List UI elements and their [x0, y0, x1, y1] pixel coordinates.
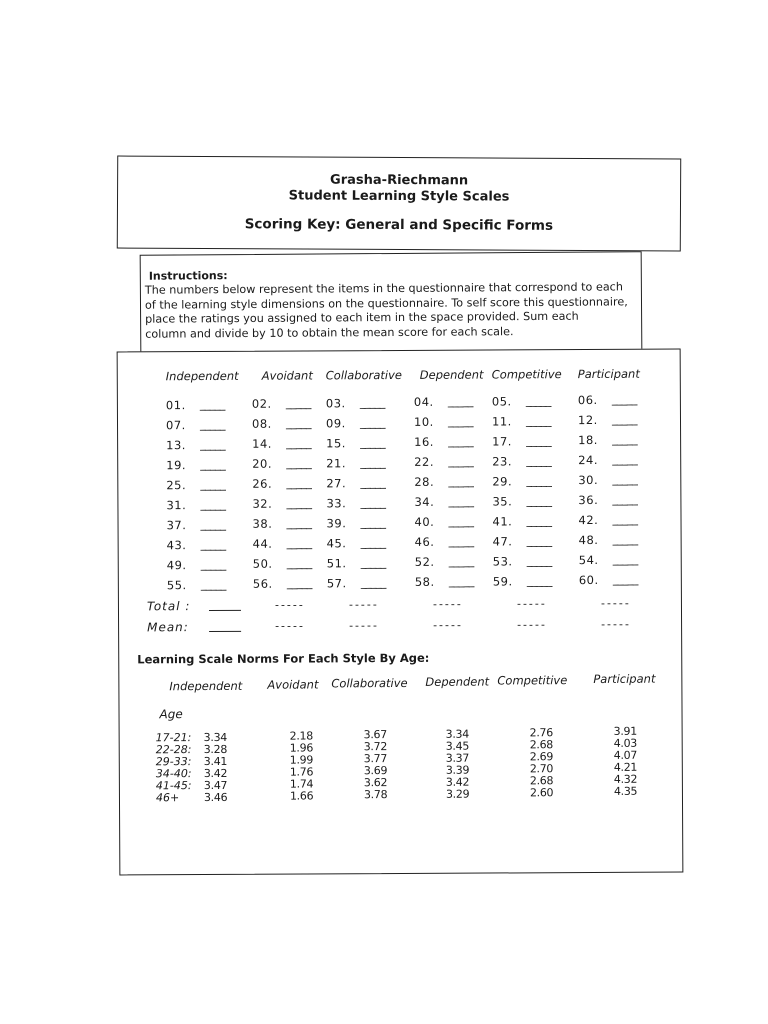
item-score-blank-independent[interactable]: _____ [200, 477, 226, 492]
item-number-competitive: 53. [492, 554, 513, 569]
total-collaborative-dashes: ----- [348, 598, 379, 612]
total-avoidant-dashes: ----- [274, 598, 305, 612]
item-number-collaborative: 57. [326, 576, 347, 591]
norm-value: 1.76 [289, 765, 314, 779]
norm-value: 4.35 [613, 784, 638, 798]
item-score-blank-collaborative[interactable]: _____ [360, 575, 386, 590]
item-number-independent: 07. [165, 418, 186, 433]
item-number-independent: 37. [166, 518, 187, 533]
title-box [117, 156, 681, 252]
item-score-blank-competitive[interactable]: _____ [526, 473, 552, 487]
item-score-blank-dependent[interactable]: _____ [448, 554, 474, 568]
item-score-blank-competitive[interactable]: _____ [526, 433, 552, 447]
item-score-blank-independent[interactable]: _____ [200, 517, 226, 532]
item-score-blank-avoidant[interactable]: _____ [285, 416, 312, 430]
item-score-blank-avoidant[interactable]: _____ [286, 536, 312, 550]
total-dependent-dashes: ----- [432, 597, 463, 611]
item-score-blank-dependent[interactable]: _____ [448, 434, 474, 448]
item-number-collaborative: 03. [325, 396, 346, 411]
item-score-blank-competitive[interactable]: _____ [525, 413, 552, 427]
item-number-independent: 31. [166, 498, 187, 513]
mean-label: Mean: [147, 620, 189, 635]
col-header-participant: Participant [577, 366, 640, 382]
norm-value: 3.69 [363, 764, 388, 778]
item-number-participant: 06. [577, 392, 598, 408]
norm-value: 3.77 [363, 752, 388, 766]
item-number-participant: 12. [577, 412, 598, 428]
item-number-independent: 19. [166, 458, 187, 473]
item-number-avoidant: 14. [252, 437, 272, 452]
item-score-blank-independent[interactable]: _____ [200, 557, 226, 572]
item-number-dependent: 10. [413, 415, 434, 430]
norm-value: 3.34 [445, 727, 469, 741]
norm-value: 4.07 [613, 748, 638, 762]
item-score-blank-participant[interactable]: _____ [612, 492, 638, 506]
item-score-blank-dependent[interactable]: _____ [448, 474, 474, 488]
item-number-collaborative: 21. [326, 456, 347, 471]
item-number-avoidant: 26. [252, 477, 273, 492]
norm-value: 2.68 [529, 737, 554, 752]
item-number-independent: 55. [166, 578, 187, 593]
norm-value: 3.34 [203, 730, 227, 745]
item-number-collaborative: 15. [326, 436, 346, 451]
item-score-blank-collaborative[interactable]: _____ [360, 555, 386, 570]
item-number-collaborative: 51. [326, 556, 347, 571]
item-score-blank-dependent[interactable]: _____ [447, 414, 474, 428]
mean-independent-line [209, 631, 241, 632]
item-number-collaborative: 27. [326, 476, 347, 491]
item-number-competitive: 35. [492, 494, 513, 509]
item-number-competitive: 05. [491, 394, 512, 409]
col-header-avoidant: Avoidant [261, 368, 313, 383]
item-number-avoidant: 38. [252, 517, 273, 532]
item-score-blank-participant[interactable]: _____ [612, 452, 638, 466]
item-score-blank-independent[interactable]: _____ [200, 537, 226, 552]
item-score-blank-participant[interactable]: _____ [611, 392, 637, 406]
item-score-blank-competitive[interactable]: _____ [526, 493, 552, 507]
item-score-blank-avoidant[interactable]: _____ [286, 556, 312, 570]
norm-value: 2.18 [289, 729, 313, 743]
item-score-blank-competitive[interactable]: _____ [526, 513, 552, 527]
item-score-blank-dependent[interactable]: _____ [448, 574, 474, 588]
norm-value: 2.70 [529, 761, 554, 776]
age-label: Age [159, 707, 183, 722]
norm-value: 3.29 [445, 787, 470, 801]
item-number-participant: 54. [578, 552, 599, 568]
item-number-avoidant: 08. [251, 417, 272, 432]
norm-value: 3.67 [363, 728, 387, 742]
norm-value: 3.46 [203, 790, 228, 805]
item-number-competitive: 29. [492, 474, 513, 489]
total-independent-line [209, 610, 241, 611]
item-score-blank-independent[interactable]: _____ [200, 497, 226, 512]
norms-title: Learning Scale Norms For Each Style By Age: [137, 650, 430, 667]
item-score-blank-collaborative[interactable]: _____ [360, 535, 386, 550]
norm-value: 3.41 [203, 754, 228, 769]
item-number-avoidant: 44. [252, 537, 273, 552]
item-score-blank-competitive[interactable]: _____ [526, 553, 552, 567]
norm-value: 1.96 [289, 741, 314, 755]
norms-col-avoidant: Avoidant [267, 677, 319, 692]
item-number-participant: 24. [578, 452, 599, 468]
item-score-blank-avoidant[interactable]: _____ [286, 476, 312, 490]
item-score-blank-participant[interactable]: _____ [611, 412, 638, 426]
norm-value: 2.68 [529, 773, 554, 788]
norm-value: 4.21 [613, 760, 638, 774]
item-score-blank-participant[interactable]: _____ [612, 432, 638, 446]
item-score-blank-collaborative[interactable]: _____ [359, 395, 385, 410]
item-number-avoidant: 32. [252, 497, 273, 512]
item-number-independent: 43. [166, 538, 187, 553]
item-score-blank-dependent[interactable]: _____ [448, 494, 474, 508]
item-number-dependent: 28. [414, 475, 435, 490]
item-score-blank-competitive[interactable]: _____ [525, 393, 551, 407]
item-number-dependent: 34. [414, 495, 435, 510]
norm-value: 3.47 [203, 778, 228, 793]
norm-value: 1.74 [289, 777, 314, 791]
norm-value: 1.66 [289, 789, 314, 803]
item-number-collaborative: 45. [326, 536, 347, 551]
item-score-blank-independent[interactable]: _____ [200, 457, 226, 472]
item-number-competitive: 23. [492, 454, 513, 469]
item-score-blank-independent[interactable]: _____ [200, 437, 226, 452]
item-score-blank-competitive[interactable]: _____ [526, 453, 552, 467]
norm-value: 2.69 [529, 749, 554, 764]
norm-value: 3.37 [445, 751, 470, 765]
norm-value: 4.32 [613, 772, 638, 786]
instructions-heading: Instructions: [148, 269, 228, 283]
norm-value: 2.76 [529, 725, 553, 740]
item-number-collaborative: 09. [325, 416, 346, 431]
item-score-blank-avoidant[interactable]: _____ [286, 456, 312, 470]
age-range: 46+ [155, 791, 180, 805]
total-label: Total : [146, 599, 191, 614]
norms-col-independent: Independent [169, 678, 243, 694]
item-number-avoidant: 50. [252, 557, 273, 572]
item-score-blank-avoidant[interactable]: _____ [286, 516, 312, 530]
norm-value: 3.28 [203, 742, 228, 757]
item-number-avoidant: 56. [252, 577, 273, 592]
norm-value: 3.39 [445, 763, 470, 777]
norms-col-competitive: Competitive [497, 673, 568, 688]
title-line-1: Grasha-Riechmann [330, 172, 469, 189]
norm-value: 3.45 [445, 739, 470, 753]
title-line-2: Student Learning Style Scales [288, 188, 510, 205]
col-header-dependent: Dependent [419, 367, 484, 382]
item-number-dependent: 40. [414, 515, 435, 530]
item-score-blank-collaborative[interactable]: _____ [360, 515, 386, 530]
mean-avoidant-dashes: ----- [275, 619, 305, 633]
item-score-blank-avoidant[interactable]: _____ [286, 576, 312, 590]
item-number-dependent: 22. [414, 455, 435, 470]
item-number-dependent: 04. [413, 395, 434, 410]
norm-value: 1.99 [289, 753, 314, 767]
item-number-avoidant: 02. [251, 397, 272, 412]
norm-value: 4.03 [613, 736, 638, 750]
item-score-blank-independent[interactable]: _____ [199, 397, 225, 412]
mean-dependent-dashes: ----- [433, 618, 463, 632]
total-participant-dashes: ----- [600, 596, 631, 610]
instructions-line-4: column and divide by 10 to obtain the mean score for each scale. [145, 324, 514, 341]
item-number-collaborative: 39. [326, 516, 347, 531]
col-header-independent: Independent [165, 368, 239, 384]
norm-value: 3.72 [363, 740, 388, 754]
item-number-competitive: 11. [491, 414, 512, 429]
item-score-blank-participant[interactable]: _____ [612, 532, 638, 546]
norms-col-dependent: Dependent [425, 674, 490, 689]
title-line-3: Scoring Key: General and Specific Forms [244, 216, 554, 234]
item-number-avoidant: 20. [252, 457, 273, 472]
item-score-blank-avoidant[interactable]: _____ [286, 496, 312, 510]
mean-competitive-dashes: ----- [517, 618, 547, 632]
age-range: 34-40: [155, 767, 192, 781]
instructions-line-3: place the ratings you assigned to each item in the space provided. Sum each [145, 309, 579, 326]
age-range: 17-21: [155, 731, 192, 745]
item-score-blank-avoidant[interactable]: _____ [286, 436, 312, 450]
mean-participant-dashes: ----- [601, 617, 631, 631]
item-number-dependent: 58. [414, 575, 435, 590]
item-score-blank-collaborative[interactable]: _____ [359, 415, 386, 430]
item-number-participant: 36. [578, 492, 599, 508]
item-score-blank-collaborative[interactable]: _____ [360, 495, 386, 510]
item-score-blank-participant[interactable]: _____ [612, 472, 638, 486]
instructions-line-1: The numbers below represent the items in the questionnaire that correspond to each [144, 280, 623, 297]
item-number-participant: 60. [578, 572, 599, 588]
item-number-competitive: 41. [492, 514, 513, 529]
item-number-competitive: 59. [492, 574, 513, 589]
item-score-blank-independent[interactable]: _____ [199, 417, 226, 432]
col-header-competitive: Competitive [491, 367, 562, 382]
item-score-blank-competitive[interactable]: _____ [526, 573, 552, 587]
mean-collaborative-dashes: ----- [349, 619, 379, 633]
item-number-dependent: 46. [414, 535, 435, 550]
item-number-independent: 01. [165, 398, 186, 413]
item-score-blank-participant[interactable]: _____ [612, 572, 638, 586]
norm-value: 3.91 [613, 724, 637, 738]
instructions-box [140, 251, 643, 355]
norm-value: 3.42 [445, 775, 470, 789]
item-score-blank-collaborative[interactable]: _____ [360, 435, 386, 450]
scoring-table-box [117, 349, 684, 876]
item-number-dependent: 52. [414, 555, 435, 570]
item-number-collaborative: 33. [326, 496, 347, 511]
item-number-participant: 42. [578, 512, 599, 528]
item-score-blank-participant[interactable]: _____ [612, 552, 638, 566]
item-number-competitive: 47. [492, 534, 513, 549]
item-number-dependent: 16. [414, 435, 434, 450]
item-score-blank-collaborative[interactable]: _____ [360, 475, 386, 490]
item-score-blank-dependent[interactable]: _____ [448, 534, 474, 548]
instructions-line-2: of the learning style dimensions on the questionnaire. To self score this questionnaire, [144, 294, 628, 312]
item-score-blank-competitive[interactable]: _____ [526, 533, 552, 547]
item-number-participant: 48. [578, 532, 599, 548]
item-number-independent: 13. [166, 438, 186, 453]
norm-value: 3.42 [203, 766, 228, 781]
age-range: 29-33: [155, 755, 192, 769]
norm-value: 3.62 [363, 776, 388, 790]
item-score-blank-avoidant[interactable]: _____ [285, 396, 311, 410]
item-score-blank-dependent[interactable]: _____ [447, 394, 473, 408]
item-number-competitive: 17. [492, 434, 512, 449]
item-number-participant: 18. [578, 432, 598, 448]
age-range: 22-28: [155, 743, 192, 757]
item-score-blank-collaborative[interactable]: _____ [360, 455, 386, 470]
norms-col-collaborative: Collaborative [331, 675, 408, 691]
item-score-blank-independent[interactable]: _____ [200, 577, 226, 592]
item-score-blank-participant[interactable]: _____ [612, 512, 638, 526]
total-competitive-dashes: ----- [516, 597, 547, 611]
norms-col-participant: Participant [593, 671, 656, 686]
item-score-blank-dependent[interactable]: _____ [448, 454, 474, 468]
norm-value: 2.60 [529, 785, 554, 800]
item-number-independent: 49. [166, 558, 187, 573]
item-score-blank-dependent[interactable]: _____ [448, 514, 474, 528]
item-number-independent: 25. [166, 478, 187, 493]
item-number-participant: 30. [578, 472, 599, 488]
norm-value: 3.78 [363, 788, 388, 802]
col-header-collaborative: Collaborative [325, 367, 402, 383]
age-range: 41-45: [155, 779, 192, 793]
